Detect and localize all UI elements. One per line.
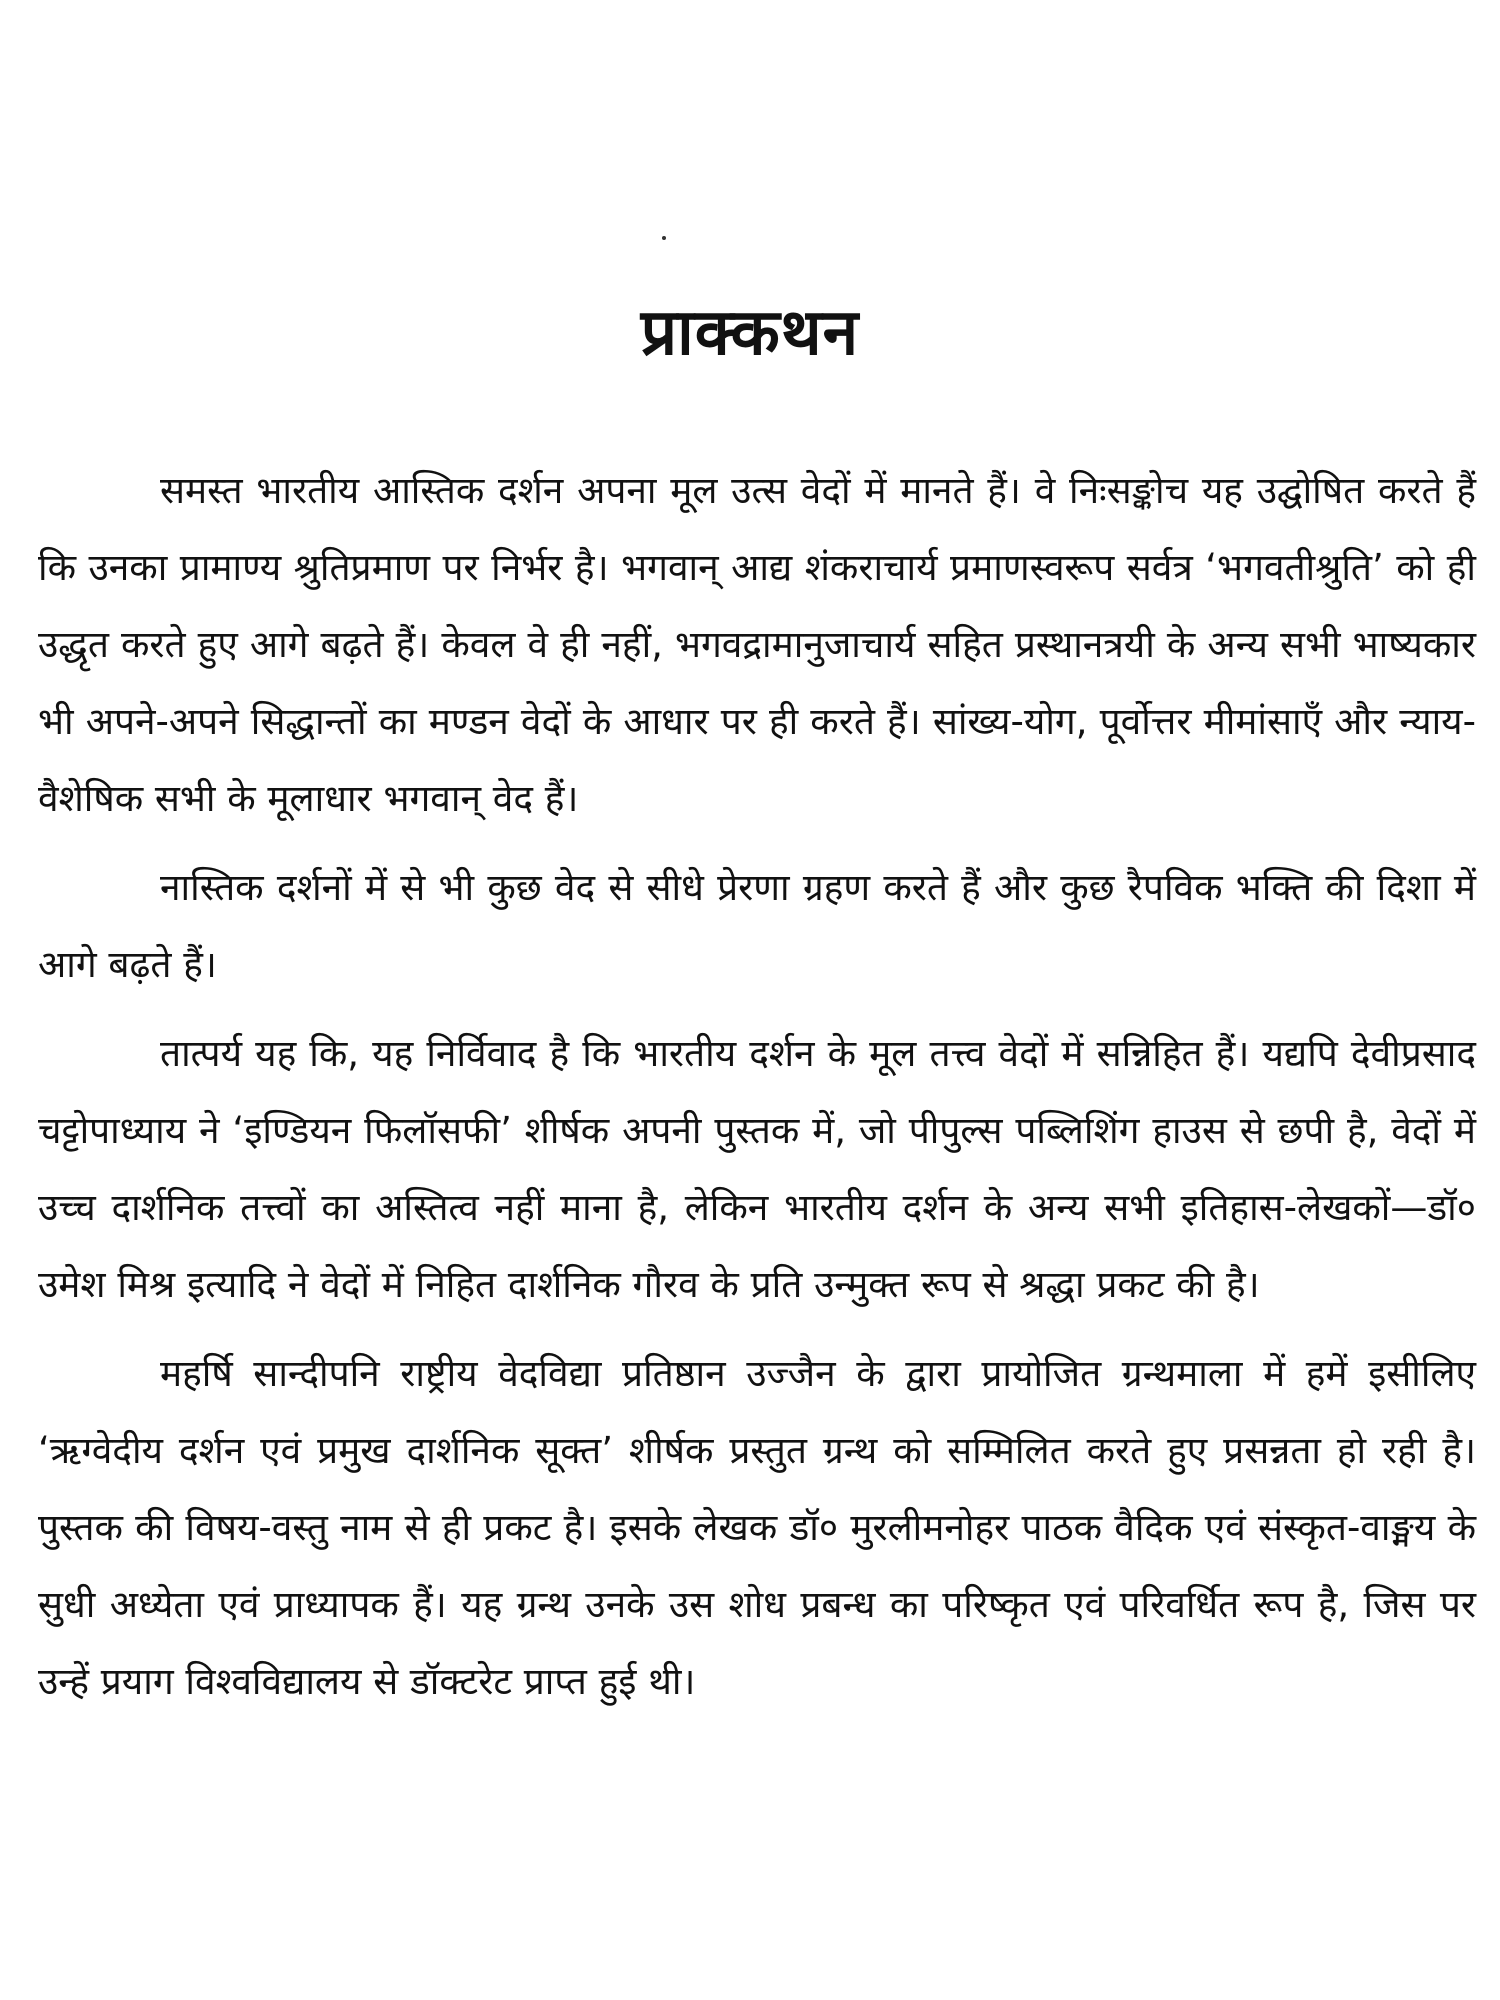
paragraph: तात्पर्य यह कि, यह निर्विवाद है कि भारतीय दर्शन के मूल तत्त्व वेदों में सन्निहित हैं। यद्यपि देवीप्रसाद चट्टोपाध्याय ने ‘इण्डियन फिलॉसफी’ शीर्षक अपनी पुस्तक में, जो पीपुल्स पब्लिशिंग हाउस से छपी है, वेदों में उच्च दार्शनिक तत्त्वों का अस्तित्व नहीं माना है, लेकिन भारतीय दर्शन के अन्य सभी इतिहास-लेखकों—डॉ० उमेश मिश्र इत्यादि ने वेदों में निहित दार्शनिक गौरव के प्रति उन्मुक्त रूप से श्रद्धा प्रकट की है। <box>38 1032 1476 1306</box>
paragraph: समस्त भारतीय आस्तिक दर्शन अपना मूल उत्स वेदों में मानते हैं। वे निःसङ्कोच यह उद्घोषित करते हैं कि उनका प्रामाण्य श्रुतिप्रमाण पर निर्भर है। भगवान् आद्य शंकराचार्य प्रमाणस्वरूप सर्वत्र ‘भगवतीश्रुति’ को ही उद्धृत करते हुए आगे बढ़ते हैं। केवल वे ही नहीं, भगवद्रामानुजाचार्य सहित प्रस्थानत्रयी के अन्य सभी भाष्यकार भी अपने-अपने सिद्धान्तों का मण्डन वेदों के आधार पर ही करते हैं। सांख्य-योग, पूर्वोत्तर मीमांसाएँ और न्याय-वैशेषिक सभी के मूलाधार भगवान् वेद हैं। <box>38 469 1476 820</box>
paragraph: महर्षि सान्दीपनि राष्ट्रीय वेदविद्या प्रतिष्ठान उज्जैन के द्वारा प्रायोजित ग्रन्थमाला में हमें इसीलिए ‘ऋग्वेदीय दर्शन एवं प्रमुख दार्शनिक सूक्त’ शीर्षक प्रस्तुत ग्रन्थ को सम्मिलित करते हुए प्रसन्नता हो रही है। पुस्तक की विषय-वस्तु नाम से ही प्रकट है। इसके लेखक डॉ० मुरलीमनोहर पाठक वैदिक एवं संस्कृत-वाङ्मय के सुधी अध्येता एवं प्राध्यापक हैं। यह ग्रन्थ उनके उस शोध प्रबन्ध का परिष्कृत एवं परिवर्धित रूप है, जिस पर उन्हें प्रयाग विश्वविद्यालय से डॉक्टरेट प्राप्त हुई थी। <box>38 1352 1476 1703</box>
paragraph: नास्तिक दर्शनों में से भी कुछ वेद से सीधे प्रेरणा ग्रहण करते हैं और कुछ रैपविक भक्ति की दिशा में आगे बढ़ते हैं। <box>38 866 1476 986</box>
body-text <box>38 452 1476 1732</box>
page-title: प्राक्कथन <box>640 295 860 370</box>
print-speck <box>662 236 666 240</box>
